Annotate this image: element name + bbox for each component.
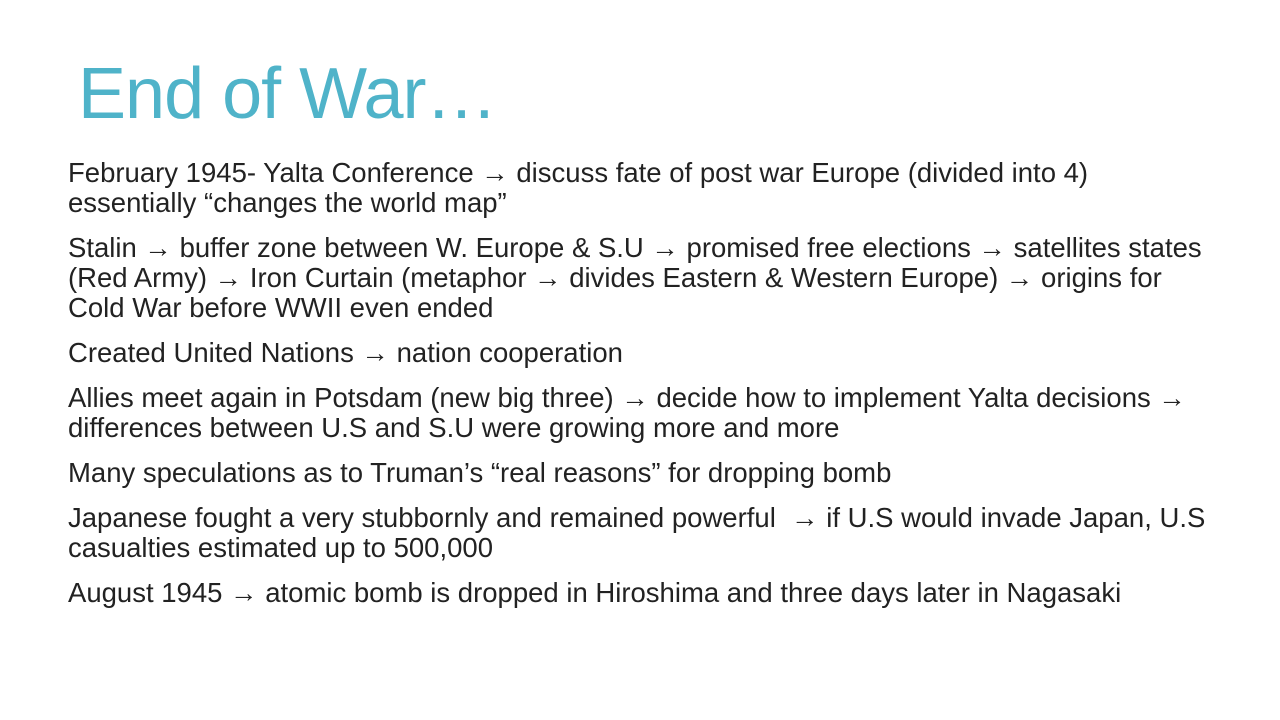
bullet-text: Many speculations as to Truman’s “real reasons” for dropping bomb bbox=[68, 457, 892, 488]
bullet-item bbox=[68, 503, 1218, 563]
bullet-item bbox=[68, 458, 1218, 488]
bullet-item bbox=[68, 578, 1218, 608]
bullet-item bbox=[68, 383, 1218, 443]
bullet-item bbox=[68, 233, 1218, 323]
slide-title: End of War… bbox=[78, 54, 497, 134]
bullet-text: Japanese fought a very stubbornly and remained powerful → if U.S would invade Japan, U.S casualties estimated up to 500,000 bbox=[68, 502, 1213, 563]
bullet-item bbox=[68, 158, 1218, 218]
bullet-text: Stalin → buffer zone between W. Europe & S.U → promised free elections → satellites states (Red Army) → Iron Curtain (metaphor → divides Eastern & Western Europe) → origins for Cold War before WWII even ended bbox=[68, 232, 1210, 323]
bullet-text: February 1945- Yalta Conference → discuss fate of post war Europe (divided into 4) essentially “changes the world map” bbox=[68, 157, 1096, 218]
bullet-list bbox=[68, 158, 1218, 623]
bullet-text: August 1945 → atomic bomb is dropped in Hiroshima and three days later in Nagasaki bbox=[68, 577, 1122, 608]
bullet-item bbox=[68, 338, 1218, 368]
bullet-text: Created United Nations → nation cooperation bbox=[68, 337, 623, 368]
bullet-text: Allies meet again in Potsdam (new big three) → decide how to implement Yalta decisions → differences between U.S and S.U were growing more and more bbox=[68, 382, 1194, 443]
